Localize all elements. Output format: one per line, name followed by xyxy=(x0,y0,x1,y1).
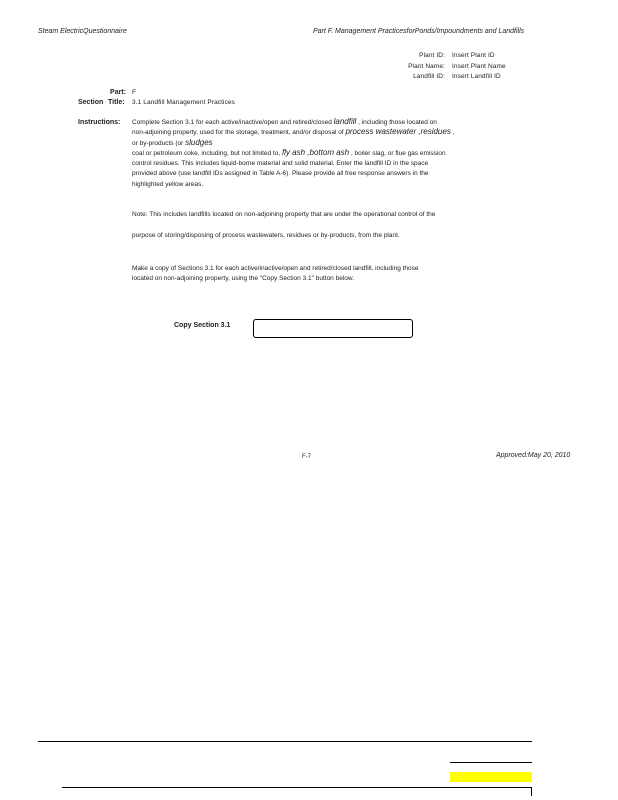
doc-header-left: Steam ElectricQuestionnaire xyxy=(38,28,127,35)
section-title-value: 3.1 Landfill Management Practices xyxy=(132,99,236,106)
section-label: Section xyxy=(78,99,104,106)
page-number: F-7 xyxy=(302,454,311,460)
instructions-line-3: or by-products (or sludges xyxy=(132,138,213,147)
part-value: F xyxy=(132,89,137,96)
plant-name-label: Plant Name: xyxy=(408,63,445,70)
instructions-line-5: control residues. This includes liquid-borne material and solid material. Enter the landfill ID in the space xyxy=(132,160,429,167)
copy-section-button[interactable] xyxy=(253,319,413,338)
bottom-divider-1 xyxy=(38,741,532,742)
plant-id-value[interactable]: Insert Plant ID xyxy=(452,52,495,59)
approved-date: Approved:May 20, 2010 xyxy=(496,452,571,459)
copy-instruction-line-2: located on non-adjoining property, using the "Copy Section 3.1" button below. xyxy=(132,275,355,282)
bottom-divider-3 xyxy=(62,787,532,788)
cell-border-mark xyxy=(531,788,532,796)
instructions-line-6: provided above (use landfill IDs assigned in Table A-6). Please provide all free response answers in the xyxy=(132,170,429,177)
title-label: Title: xyxy=(108,99,125,106)
landfill-id-label: Landfill ID: xyxy=(413,73,445,80)
instructions-line-1: Complete Section 3.1 for each active/inactive/open and retired/closed landfill , including those located on xyxy=(132,117,437,126)
plant-id-label: Plant ID: xyxy=(419,52,445,59)
yellow-highlight-field[interactable] xyxy=(450,772,532,782)
instructions-line-7: highlighted yellow areas. xyxy=(132,181,204,188)
copy-section-label: Copy Section 3.1 xyxy=(174,322,231,329)
note-line-2: purpose of storing/disposing of process wastewaters, residues or by-products, from the plant. xyxy=(132,232,400,239)
bottom-divider-2 xyxy=(450,762,532,763)
part-label: Part: xyxy=(110,89,126,96)
instructions-line-2: non-adjoining property, used for the storage, treatment, and/or disposal of process wastewater ,residues , xyxy=(132,127,455,136)
instructions-label: Instructions: xyxy=(78,119,121,126)
copy-instruction-line-1: Make a copy of Sections 3.1 for each active/inactive/open and retired/closed landfill, including those xyxy=(132,265,419,272)
landfill-id-value[interactable]: Insert Landfill ID xyxy=(452,73,501,80)
instructions-line-4: coal or petroleum coke, including, but not limited to, fly ash ,bottom ash , boiler slag, or flue gas emission xyxy=(132,148,446,157)
note-line-1: Note: This includes landfills located on non-adjoining property that are under the operational control of the xyxy=(132,211,436,218)
plant-name-value[interactable]: Insert Plant Name xyxy=(452,63,506,70)
doc-header-right: Part F. Management PracticesforPonds/Impoundments and Landfills xyxy=(313,28,525,35)
